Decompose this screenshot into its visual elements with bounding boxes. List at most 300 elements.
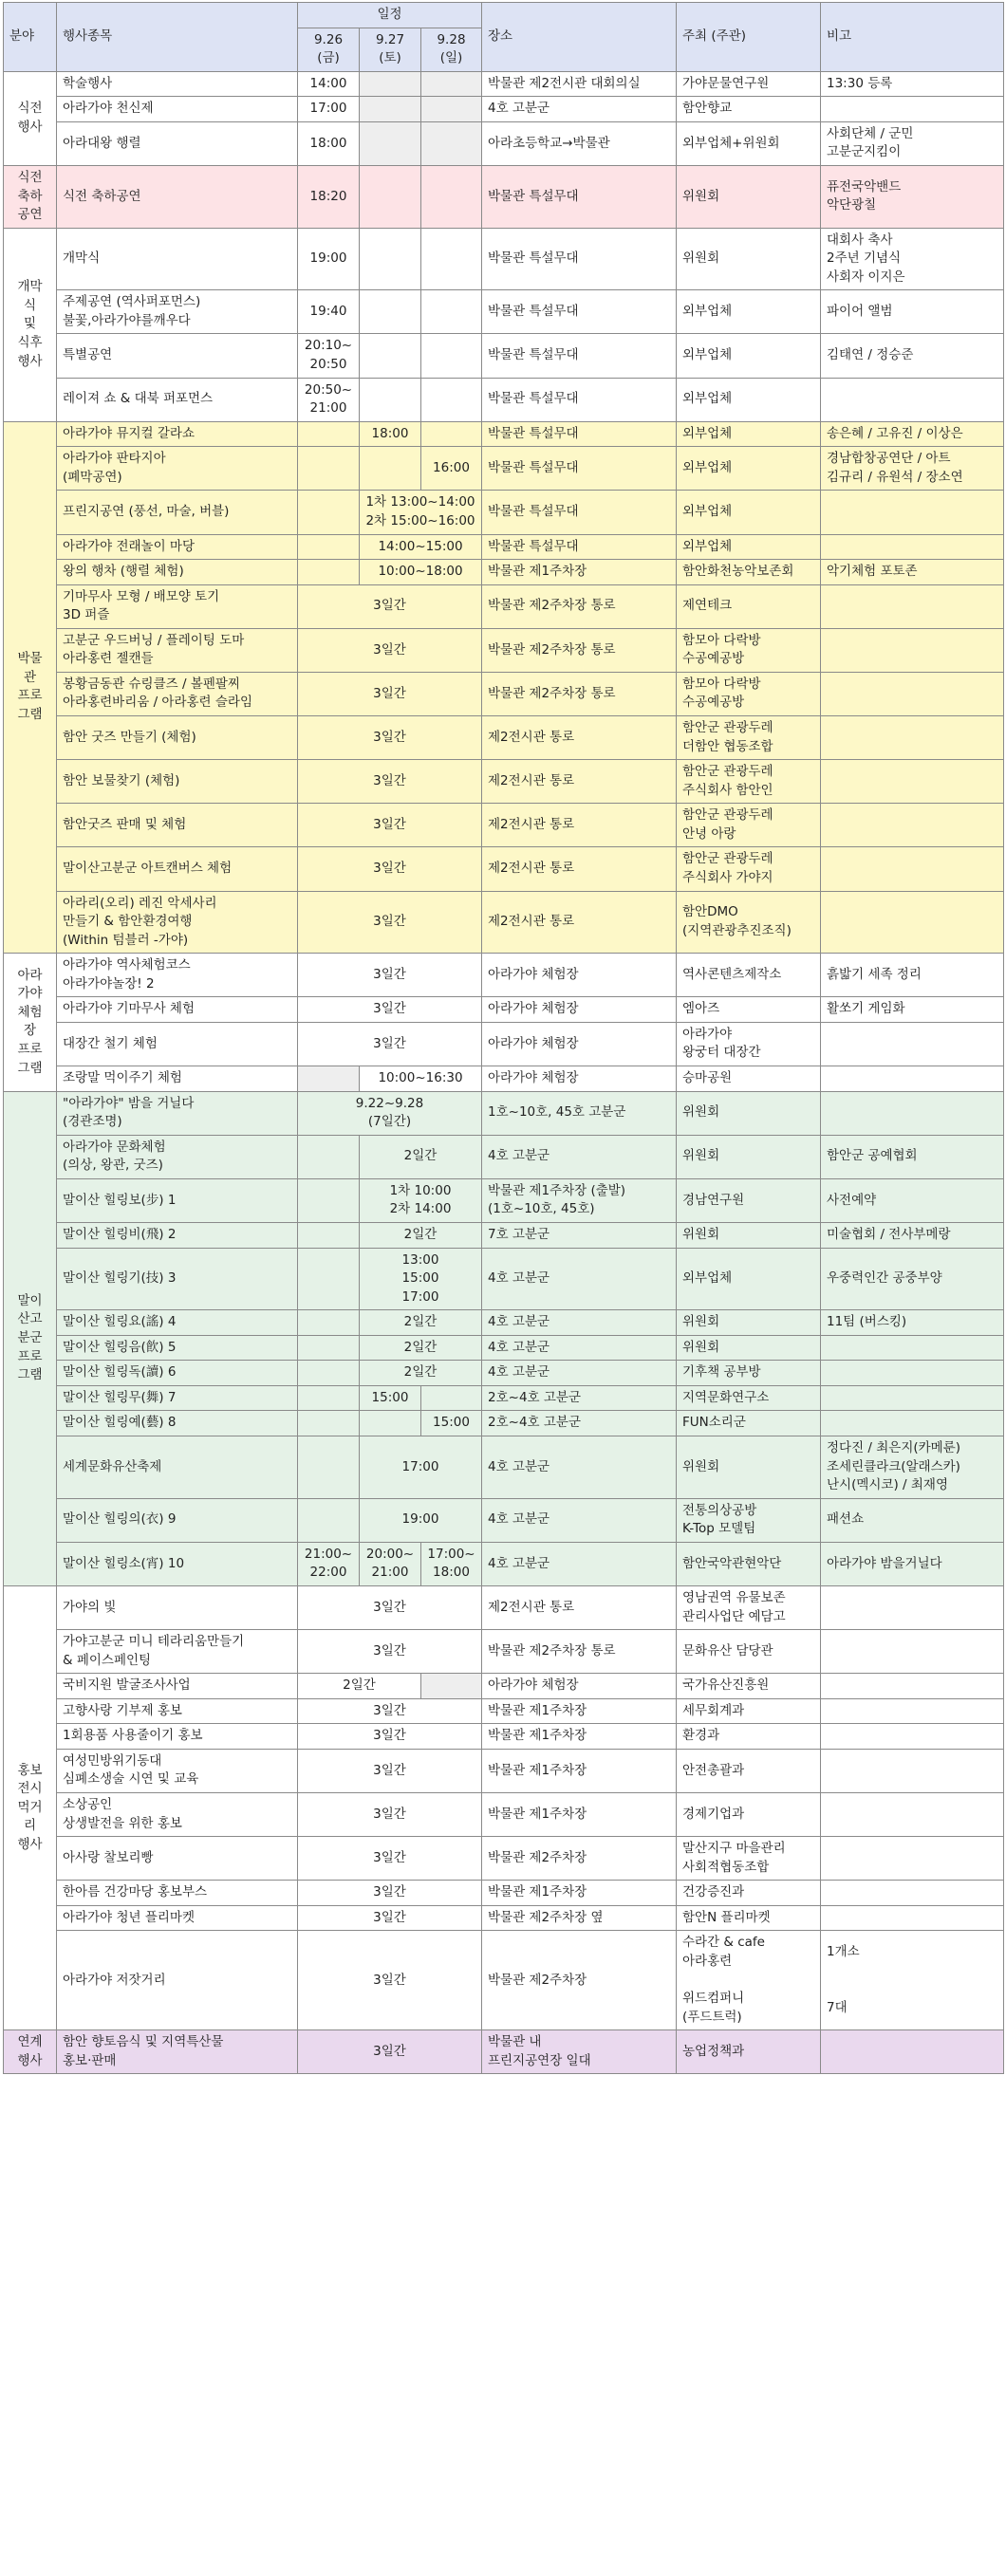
table-row bbox=[4, 97, 1004, 122]
host-cell: 함안군 관광두레 주식회사 가야지 bbox=[677, 847, 821, 891]
place-cell: 박물관 특설무대 bbox=[482, 228, 677, 290]
place-cell: 박물관 제2주차장 bbox=[482, 1931, 677, 2030]
schedule-span: 13:00 15:00 17:00 bbox=[360, 1248, 482, 1310]
header-day-1: 9.26 (금) bbox=[298, 28, 360, 71]
schedule-span: 3일간 bbox=[298, 1905, 482, 1931]
schedule-day-1 bbox=[298, 534, 360, 560]
table-row bbox=[4, 584, 1004, 628]
place-cell: 박물관 제2주차장 bbox=[482, 1837, 677, 1881]
place-cell: 아라가야 체험장 bbox=[482, 1066, 677, 1092]
note-cell bbox=[821, 1585, 1004, 1629]
host-cell: 외부업체 bbox=[677, 491, 821, 534]
host-cell: 함안향교 bbox=[677, 97, 821, 122]
table-row bbox=[4, 1022, 1004, 1066]
event-name: 레이져 쇼 & 대북 퍼포먼스 bbox=[57, 378, 298, 421]
schedule-day-3 bbox=[421, 421, 482, 447]
note-cell bbox=[821, 1335, 1004, 1361]
note-cell: 미술협회 / 전사부메랑 bbox=[821, 1222, 1004, 1248]
place-cell: 아라가야 체험장 bbox=[482, 997, 677, 1023]
note-cell bbox=[821, 1905, 1004, 1931]
schedule-day-3: 15:00 bbox=[421, 1411, 482, 1436]
schedule-span: 1차 10:00 2차 14:00 bbox=[360, 1178, 482, 1222]
schedule-day-3 bbox=[421, 290, 482, 334]
schedule-span: 3일간 bbox=[298, 1585, 482, 1629]
event-name: 말이산고분군 아트캔버스 체험 bbox=[57, 847, 298, 891]
schedule-span: 3일간 bbox=[298, 997, 482, 1023]
schedule-span: 2일간 bbox=[360, 1135, 482, 1178]
host-cell: 함안국악관현악단 bbox=[677, 1542, 821, 1585]
schedule-day-3: 16:00 bbox=[421, 447, 482, 491]
category-link: 연계 행사 bbox=[4, 2030, 57, 2074]
host-cell: 가야문물연구원 bbox=[677, 71, 821, 97]
table-row bbox=[4, 165, 1004, 228]
host-cell: 엠아즈 bbox=[677, 997, 821, 1023]
host-cell: 함안군 관광두레 주식회사 함안인 bbox=[677, 760, 821, 804]
place-cell: 박물관 제2주차장 통로 bbox=[482, 672, 677, 715]
host-cell: 외부업체 bbox=[677, 334, 821, 378]
note-cell bbox=[821, 1022, 1004, 1066]
schedule-span: 3일간 bbox=[298, 1022, 482, 1066]
host-cell: 국가유산진흥원 bbox=[677, 1674, 821, 1699]
table-row bbox=[4, 534, 1004, 560]
schedule-day-3 bbox=[421, 121, 482, 165]
schedule-span: 14:00~15:00 bbox=[360, 534, 482, 560]
event-name: 함안 보물찾기 (체험) bbox=[57, 760, 298, 804]
note-cell: 흙밟기 세족 정리 bbox=[821, 954, 1004, 997]
event-name: 1회용품 사용줄이기 홍보 bbox=[57, 1724, 298, 1750]
event-name: 말이산 힐링소(宵) 10 bbox=[57, 1542, 298, 1585]
event-name: 함안굿즈 판매 및 체험 bbox=[57, 804, 298, 847]
note-cell: 패션쇼 bbox=[821, 1498, 1004, 1542]
host-cell: 외부업체 bbox=[677, 534, 821, 560]
place-cell: 박물관 제2전시관 대회의실 bbox=[482, 71, 677, 97]
host-cell: 역사콘텐츠제작소 bbox=[677, 954, 821, 997]
schedule-day-2 bbox=[360, 97, 421, 122]
table-body bbox=[4, 71, 1004, 2074]
schedule-day-1: 20:50~ 21:00 bbox=[298, 378, 360, 421]
host-cell: 수라간 & cafe 아라홍련 위드컴퍼니 (푸드트럭) bbox=[677, 1931, 821, 2030]
event-name: 대장간 철기 체험 bbox=[57, 1022, 298, 1066]
schedule-span: 3일간 bbox=[298, 1931, 482, 2030]
event-name: 아라가야 판타지아 (폐막공연) bbox=[57, 447, 298, 491]
host-cell: 위원회 bbox=[677, 1436, 821, 1499]
host-cell: 제연테크 bbox=[677, 584, 821, 628]
note-cell: 사전예약 bbox=[821, 1178, 1004, 1222]
event-name: 아라가야 문화체험 (의상, 왕관, 굿즈) bbox=[57, 1135, 298, 1178]
host-cell: 문화유산 담당관 bbox=[677, 1630, 821, 1674]
schedule-span: 3일간 bbox=[298, 804, 482, 847]
host-cell: 함모아 다락방 수공예공방 bbox=[677, 672, 821, 715]
schedule-day-2 bbox=[360, 290, 421, 334]
table-row bbox=[4, 1837, 1004, 1881]
schedule-span: 2일간 bbox=[360, 1222, 482, 1248]
schedule-day-3 bbox=[421, 334, 482, 378]
table-row bbox=[4, 491, 1004, 534]
host-cell: 외부업체 bbox=[677, 447, 821, 491]
event-name: 말이산 힐링예(藝) 8 bbox=[57, 1411, 298, 1436]
schedule-day-1 bbox=[298, 1222, 360, 1248]
table-row bbox=[4, 71, 1004, 97]
schedule-day-1 bbox=[298, 1385, 360, 1411]
schedule-span: 3일간 bbox=[298, 1630, 482, 1674]
note-cell: 우중력인간 공중부양 bbox=[821, 1248, 1004, 1310]
schedule-day-1 bbox=[298, 1178, 360, 1222]
table-row bbox=[4, 804, 1004, 847]
note-cell: 대회사 축사 2주년 기념식 사회자 이지은 bbox=[821, 228, 1004, 290]
note-cell: 활쏘기 게임화 bbox=[821, 997, 1004, 1023]
schedule-day-1: 19:00 bbox=[298, 228, 360, 290]
table-row bbox=[4, 628, 1004, 672]
event-name: 아라가야 뮤지컬 갈라쇼 bbox=[57, 421, 298, 447]
place-cell: 4호 고분군 bbox=[482, 1135, 677, 1178]
host-cell: 아라가야 왕궁터 대장간 bbox=[677, 1022, 821, 1066]
schedule-span: 3일간 bbox=[298, 1724, 482, 1750]
place-cell: 박물관 특설무대 bbox=[482, 534, 677, 560]
table-row bbox=[4, 1178, 1004, 1222]
note-cell: 악기체험 포토존 bbox=[821, 560, 1004, 585]
host-cell: 지역문화연구소 bbox=[677, 1385, 821, 1411]
table-row bbox=[4, 672, 1004, 715]
note-cell bbox=[821, 584, 1004, 628]
place-cell: 아라가야 체험장 bbox=[482, 954, 677, 997]
schedule-day-2 bbox=[360, 165, 421, 228]
note-cell bbox=[821, 1881, 1004, 1906]
place-cell: 4호 고분군 bbox=[482, 1310, 677, 1336]
host-cell: 승마공원 bbox=[677, 1066, 821, 1092]
event-name: 주제공연 (역사퍼포먼스) 불꽃,아라가야를깨우다 bbox=[57, 290, 298, 334]
note-cell bbox=[821, 891, 1004, 954]
schedule-day-1: 17:00 bbox=[298, 97, 360, 122]
event-name: 소상공인 상생발전을 위한 홍보 bbox=[57, 1793, 298, 1837]
place-cell: 박물관 제1주차장 bbox=[482, 1881, 677, 1906]
place-cell: 아라가야 체험장 bbox=[482, 1022, 677, 1066]
note-cell: 1개소 7대 bbox=[821, 1931, 1004, 2030]
event-name: 아라가야 전래놀이 마당 bbox=[57, 534, 298, 560]
note-cell: 퓨전국악밴드 악단광칠 bbox=[821, 165, 1004, 228]
place-cell: 2호~4호 고분군 bbox=[482, 1411, 677, 1436]
host-cell: 세무회계과 bbox=[677, 1698, 821, 1724]
table-row bbox=[4, 121, 1004, 165]
place-cell: 박물관 특설무대 bbox=[482, 447, 677, 491]
table-row bbox=[4, 716, 1004, 760]
event-name: 함안 굿즈 만들기 (체험) bbox=[57, 716, 298, 760]
event-name: 아라리(오리) 레진 악세사리 만들기 & 함안환경여행 (Within 텀블러 -가야) bbox=[57, 891, 298, 954]
table-row bbox=[4, 334, 1004, 378]
category-promo: 홍보 전시 먹거 리 행사 bbox=[4, 1585, 57, 2029]
table-row bbox=[4, 1091, 1004, 1135]
table-row bbox=[4, 1222, 1004, 1248]
table-row bbox=[4, 891, 1004, 954]
event-name: 말이산 힐링요(謠) 4 bbox=[57, 1310, 298, 1336]
table-row bbox=[4, 1335, 1004, 1361]
schedule-day-2 bbox=[360, 71, 421, 97]
table-row bbox=[4, 1793, 1004, 1837]
event-name: 말이산 힐링음(飮) 5 bbox=[57, 1335, 298, 1361]
schedule-span: 3일간 bbox=[298, 1837, 482, 1881]
schedule-span: 2일간 bbox=[360, 1361, 482, 1386]
schedule-day-2 bbox=[360, 121, 421, 165]
schedule-span: 3일간 bbox=[298, 1881, 482, 1906]
note-cell: 11팀 (버스킹) bbox=[821, 1310, 1004, 1336]
note-cell: 파이어 앨범 bbox=[821, 290, 1004, 334]
host-cell: 함모아 다락방 수공예공방 bbox=[677, 628, 821, 672]
schedule-day-1 bbox=[298, 1135, 360, 1178]
schedule-day-3 bbox=[421, 228, 482, 290]
host-cell: 함안군 관광두레 더함안 협동조합 bbox=[677, 716, 821, 760]
place-cell: 아라가야 체험장 bbox=[482, 1674, 677, 1699]
schedule-day-1: 18:20 bbox=[298, 165, 360, 228]
table-row bbox=[4, 560, 1004, 585]
event-name: 식전 축하공연 bbox=[57, 165, 298, 228]
schedule-span: 10:00~18:00 bbox=[360, 560, 482, 585]
table-row bbox=[4, 2030, 1004, 2074]
place-cell: 4호 고분군 bbox=[482, 1436, 677, 1499]
table-row bbox=[4, 954, 1004, 997]
schedule-day-1 bbox=[298, 447, 360, 491]
schedule-day-3 bbox=[421, 1385, 482, 1411]
schedule-day-1 bbox=[298, 1248, 360, 1310]
schedule-day-2 bbox=[360, 447, 421, 491]
table-row bbox=[4, 997, 1004, 1023]
place-cell: 제2전시관 통로 bbox=[482, 760, 677, 804]
table-row bbox=[4, 1630, 1004, 1674]
schedule-day-3: 17:00~ 18:00 bbox=[421, 1542, 482, 1585]
table-row bbox=[4, 1436, 1004, 1499]
note-cell bbox=[821, 1698, 1004, 1724]
place-cell: 박물관 특설무대 bbox=[482, 165, 677, 228]
host-cell: FUN소리군 bbox=[677, 1411, 821, 1436]
place-cell: 박물관 특설무대 bbox=[482, 290, 677, 334]
event-name: 아사랑 찰보리빵 bbox=[57, 1837, 298, 1881]
note-cell: 경남합창공연단 / 아트 김규리 / 유원석 / 장소연 bbox=[821, 447, 1004, 491]
host-cell: 농업정책과 bbox=[677, 2030, 821, 2074]
place-cell: 4호 고분군 bbox=[482, 1498, 677, 1542]
host-cell: 외부업체 bbox=[677, 1248, 821, 1310]
table-row bbox=[4, 847, 1004, 891]
schedule-span: 1차 13:00~14:00 2차 15:00~16:00 bbox=[360, 491, 482, 534]
header-schedule: 일정 bbox=[298, 3, 482, 28]
schedule-span: 2일간 bbox=[360, 1310, 482, 1336]
event-name: 학술행사 bbox=[57, 71, 298, 97]
header-day-3: 9.28 (일) bbox=[421, 28, 482, 71]
event-name: 고분군 우드버닝 / 플레이팅 도마 아라홍련 젤캔들 bbox=[57, 628, 298, 672]
note-cell bbox=[821, 672, 1004, 715]
table-row bbox=[4, 290, 1004, 334]
table-row bbox=[4, 1724, 1004, 1750]
host-cell: 위원회 bbox=[677, 1310, 821, 1336]
schedule-day-1: 21:00~ 22:00 bbox=[298, 1542, 360, 1585]
schedule-day-1: 20:10~ 20:50 bbox=[298, 334, 360, 378]
schedule-span: 2일간 bbox=[298, 1674, 421, 1699]
festival-schedule-table bbox=[3, 2, 1004, 2074]
note-cell bbox=[821, 1091, 1004, 1135]
place-cell: 박물관 특설무대 bbox=[482, 378, 677, 421]
event-name: 여성민방위기동대 심폐소생술 시연 및 교육 bbox=[57, 1749, 298, 1792]
category-exp: 아라 가야 체험 장 프로 그램 bbox=[4, 954, 57, 1091]
note-cell: 송은혜 / 고유진 / 이상은 bbox=[821, 421, 1004, 447]
place-cell: 박물관 제2주차장 통로 bbox=[482, 628, 677, 672]
table-row bbox=[4, 1361, 1004, 1386]
event-name: 말이산 힐링의(衣) 9 bbox=[57, 1498, 298, 1542]
table-row bbox=[4, 1411, 1004, 1436]
note-cell: 정다진 / 최은지(카메룬) 조세린클라크(알래스카) 난시(멕시코) / 최재영 bbox=[821, 1436, 1004, 1499]
schedule-day-1: 18:00 bbox=[298, 121, 360, 165]
table-row bbox=[4, 378, 1004, 421]
host-cell: 위원회 bbox=[677, 165, 821, 228]
host-cell: 경남연구원 bbox=[677, 1178, 821, 1222]
note-cell: 아라가야 밤을거닐다 bbox=[821, 1542, 1004, 1585]
event-name: 봉황금동관 슈링클즈 / 볼펜팔찌 아라홍련바리움 / 아라홍련 슬라임 bbox=[57, 672, 298, 715]
schedule-day-2 bbox=[360, 1411, 421, 1436]
host-cell: 말산지구 마을관리 사회적협동조합 bbox=[677, 1837, 821, 1881]
event-name: 아라대왕 행렬 bbox=[57, 121, 298, 165]
table-row bbox=[4, 1385, 1004, 1411]
table-row bbox=[4, 1881, 1004, 1906]
schedule-day-2 bbox=[360, 334, 421, 378]
table-row bbox=[4, 1066, 1004, 1092]
note-cell bbox=[821, 1724, 1004, 1750]
header-day-2: 9.27 (토) bbox=[360, 28, 421, 71]
schedule-day-1 bbox=[298, 1310, 360, 1336]
table-row bbox=[4, 421, 1004, 447]
host-cell: 안전총괄과 bbox=[677, 1749, 821, 1792]
place-cell: 제2전시관 통로 bbox=[482, 1585, 677, 1629]
header-note: 비고 bbox=[821, 3, 1004, 72]
note-cell bbox=[821, 1630, 1004, 1674]
schedule-span: 3일간 bbox=[298, 847, 482, 891]
schedule-span: 3일간 bbox=[298, 628, 482, 672]
place-cell: 7호 고분군 bbox=[482, 1222, 677, 1248]
table-row bbox=[4, 1931, 1004, 2030]
schedule-day-2 bbox=[360, 228, 421, 290]
place-cell: 아라초등학교→박물관 bbox=[482, 121, 677, 165]
schedule-span: 3일간 bbox=[298, 1698, 482, 1724]
schedule-day-3 bbox=[421, 165, 482, 228]
note-cell bbox=[821, 760, 1004, 804]
schedule-day-3 bbox=[421, 97, 482, 122]
table-row bbox=[4, 228, 1004, 290]
event-name: 말이산 힐링독(讀) 6 bbox=[57, 1361, 298, 1386]
schedule-day-1 bbox=[298, 1498, 360, 1542]
schedule-day-1: 19:40 bbox=[298, 290, 360, 334]
note-cell: 사회단체 / 군민 고분군지킴이 bbox=[821, 121, 1004, 165]
schedule-span: 19:00 bbox=[360, 1498, 482, 1542]
schedule-span: 17:00 bbox=[360, 1436, 482, 1499]
category-museum: 박물 관 프로 그램 bbox=[4, 421, 57, 954]
schedule-day-2: 15:00 bbox=[360, 1385, 421, 1411]
host-cell: 위원회 bbox=[677, 1135, 821, 1178]
schedule-span: 3일간 bbox=[298, 2030, 482, 2074]
header-category: 분야 bbox=[4, 3, 57, 72]
schedule-span: 2일간 bbox=[360, 1335, 482, 1361]
host-cell: 위원회 bbox=[677, 1335, 821, 1361]
schedule-day-1: 14:00 bbox=[298, 71, 360, 97]
place-cell: 1호~10호, 45호 고분군 bbox=[482, 1091, 677, 1135]
host-cell: 외부업체 bbox=[677, 290, 821, 334]
place-cell: 4호 고분군 bbox=[482, 1335, 677, 1361]
schedule-day-1 bbox=[298, 1335, 360, 1361]
host-cell: 함안DMO (지역관광추진조직) bbox=[677, 891, 821, 954]
event-name: 말이산 힐링비(飛) 2 bbox=[57, 1222, 298, 1248]
host-cell: 위원회 bbox=[677, 1091, 821, 1135]
table-row bbox=[4, 1542, 1004, 1585]
schedule-span: 3일간 bbox=[298, 1749, 482, 1792]
place-cell: 박물관 특설무대 bbox=[482, 421, 677, 447]
event-name: 말이산 힐링기(技) 3 bbox=[57, 1248, 298, 1310]
note-cell bbox=[821, 1837, 1004, 1881]
event-name: 아라가야 역사체험코스 아라가야놀장! 2 bbox=[57, 954, 298, 997]
place-cell: 박물관 제2주차장 옆 bbox=[482, 1905, 677, 1931]
table-header bbox=[4, 3, 1004, 72]
host-cell: 함안군 관광두레 안녕 아랑 bbox=[677, 804, 821, 847]
header-place: 장소 bbox=[482, 3, 677, 72]
place-cell: 2호~4호 고분군 bbox=[482, 1385, 677, 1411]
host-cell: 외부업체 bbox=[677, 378, 821, 421]
schedule-span: 3일간 bbox=[298, 891, 482, 954]
note-cell bbox=[821, 1385, 1004, 1411]
host-cell: 함안화천농악보존회 bbox=[677, 560, 821, 585]
event-name: 한아름 건강마당 홍보부스 bbox=[57, 1881, 298, 1906]
event-name: "아라가야" 밤을 거닐다 (경관조명) bbox=[57, 1091, 298, 1135]
place-cell: 박물관 제1주차장 bbox=[482, 1724, 677, 1750]
note-cell bbox=[821, 491, 1004, 534]
event-name: 왕의 행차 (행렬 체험) bbox=[57, 560, 298, 585]
place-cell: 제2전시관 통로 bbox=[482, 891, 677, 954]
note-cell bbox=[821, 1793, 1004, 1837]
category-ceremony: 식전 행사 bbox=[4, 71, 57, 165]
schedule-day-2 bbox=[360, 378, 421, 421]
schedule-day-1 bbox=[298, 1436, 360, 1499]
note-cell: 13:30 등록 bbox=[821, 71, 1004, 97]
note-cell: 김태연 / 정승준 bbox=[821, 334, 1004, 378]
host-cell: 함안N 플리마켓 bbox=[677, 1905, 821, 1931]
event-name: 개막식 bbox=[57, 228, 298, 290]
place-cell: 제2전시관 통로 bbox=[482, 804, 677, 847]
host-cell: 외부업체+위원회 bbox=[677, 121, 821, 165]
header-event: 행사종목 bbox=[57, 3, 298, 72]
event-name: 국비지원 발굴조사사업 bbox=[57, 1674, 298, 1699]
event-name: 기마무사 모형 / 배모양 토기 3D 퍼즐 bbox=[57, 584, 298, 628]
place-cell: 박물관 제2주차장 통로 bbox=[482, 1630, 677, 1674]
place-cell: 박물관 제1주차장 bbox=[482, 1793, 677, 1837]
table-row bbox=[4, 1310, 1004, 1336]
place-cell: 제2전시관 통로 bbox=[482, 847, 677, 891]
place-cell: 박물관 특설무대 bbox=[482, 491, 677, 534]
event-name: 말이산 힐링무(舞) 7 bbox=[57, 1385, 298, 1411]
host-cell: 영남권역 유물보존 관리사업단 예담고 bbox=[677, 1585, 821, 1629]
note-cell bbox=[821, 716, 1004, 760]
note-cell bbox=[821, 1066, 1004, 1092]
schedule-day-3 bbox=[421, 378, 482, 421]
schedule-day-3 bbox=[421, 71, 482, 97]
table-row bbox=[4, 1585, 1004, 1629]
host-cell: 기후책 공부방 bbox=[677, 1361, 821, 1386]
event-name: 말이산 힐링보(步) 1 bbox=[57, 1178, 298, 1222]
table-row bbox=[4, 760, 1004, 804]
place-cell: 박물관 제1주차장 (출발) (1호~10호, 45호) bbox=[482, 1178, 677, 1222]
host-cell: 외부업체 bbox=[677, 421, 821, 447]
place-cell: 박물관 제1주차장 bbox=[482, 1698, 677, 1724]
note-cell bbox=[821, 1361, 1004, 1386]
table-row bbox=[4, 1248, 1004, 1310]
note-cell bbox=[821, 804, 1004, 847]
host-cell: 위원회 bbox=[677, 1222, 821, 1248]
event-name: 아라가야 기마무사 체험 bbox=[57, 997, 298, 1023]
note-cell bbox=[821, 628, 1004, 672]
schedule-day-1 bbox=[298, 1066, 360, 1092]
note-cell: 함안군 공예협회 bbox=[821, 1135, 1004, 1178]
schedule-day-1 bbox=[298, 1411, 360, 1436]
